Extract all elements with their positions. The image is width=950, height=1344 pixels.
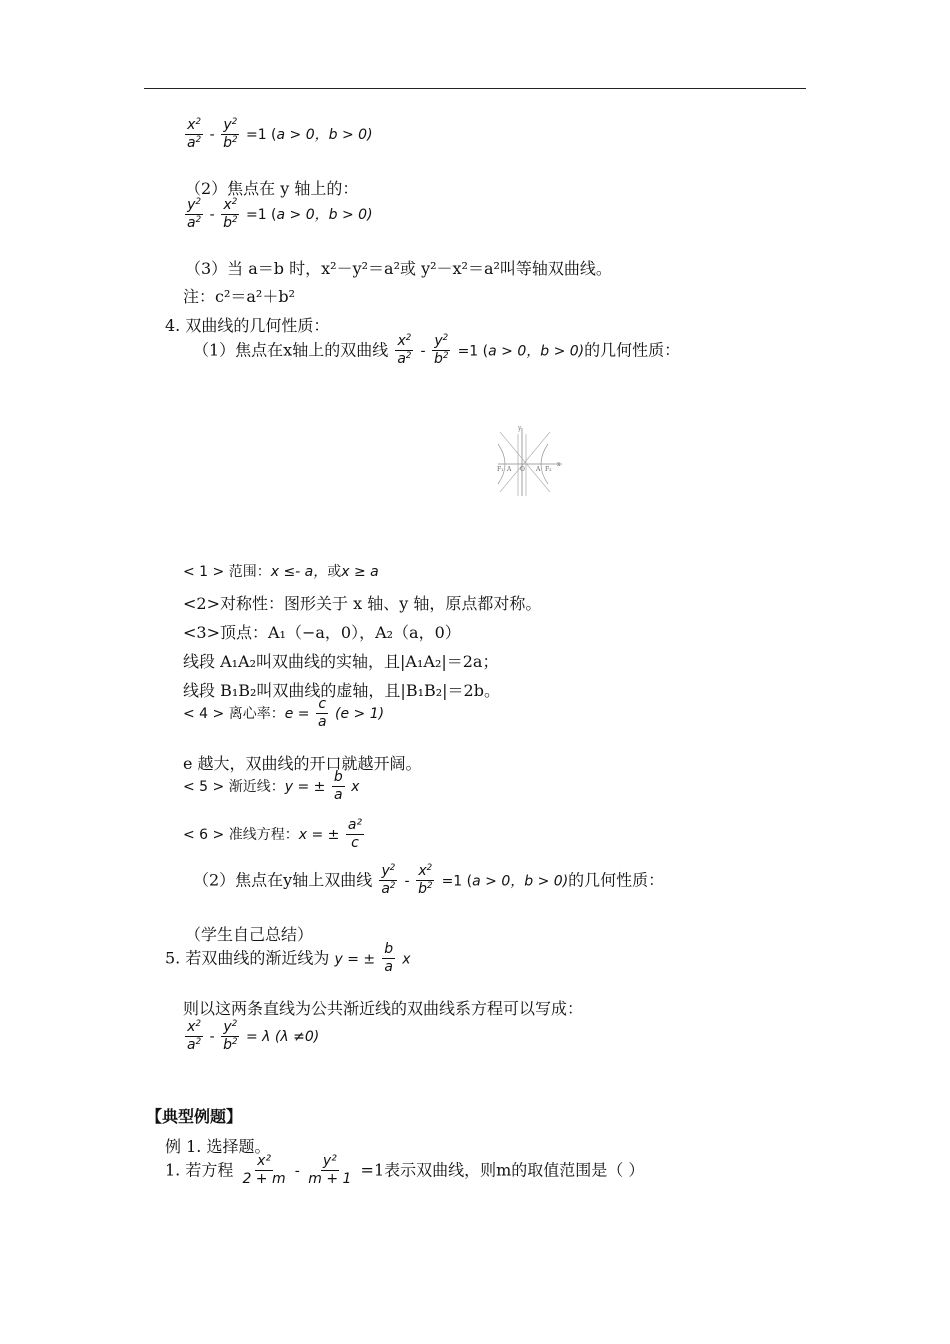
label-a1: A [507,466,512,473]
imaginary-axis-text: 线段 B₁B₂叫双曲线的虚轴，且|B₁B₂|＝2b。 [183,681,500,700]
section-5-text: 则以这两条直线为公共渐近线的双曲线系方程可以写成： [183,999,584,1018]
property-2-heading: （2）焦点在y轴上双曲线 $\frac{y^2}{a^2}$ - $\frac{x^2}{b^2}$ =1 (a > 0，b > 0)的几何性质： [193,863,665,898]
property-directrix: < 6 > 准线方程：x = ± $\frac{\text{a²}}{c}$ [183,817,363,852]
note: 注：c²＝a²＋b² [183,287,295,306]
hyperbola-figure [494,424,566,496]
property-asymptote: < 5 > 渐近线：y = ± $\frac{b}{a}$ x [183,769,360,804]
student-summary-note: （学生自己总结） [185,925,314,944]
family-equation: $\frac{x^2}{a^2}$ - $\frac{y^2}{b^2}$ = λ (λ ≠0) [187,1019,320,1054]
property-1-heading: （1）焦点在x轴上的双曲线 $\frac{x^2}{a^2}$ - $\frac{y^2}{b^2}$ =1 (a > 0，b > 0)的几何性质： [193,333,681,368]
equation-x-focus: $\frac{x^2}{a^2}$ - $\frac{y^2}{b^2}$ =1 (a > 0，b > 0) [187,117,373,152]
section-5: 5. 若双曲线的渐近线为 y = ± $\frac{b}{a}$ x [165,941,411,976]
label-f1: F₁ [497,466,504,473]
equation-y-focus: $\frac{y^2}{a^2}$ - $\frac{x^2}{b^2}$ =1 (a > 0，b > 0) [187,197,373,232]
question-1: 1. 若方程 $\frac{\text{x²}}{2 + m}$ - $\frac{\text{y²}}{m + 1}$ =1表示双曲线，则m的取值范围是（ ） [165,1153,645,1188]
property-range: < 1 > 范围：x ≤- a，或x ≥ a [183,564,379,580]
section-4-title: 4. 双曲线的几何性质： [165,316,330,335]
header-rule [144,88,806,89]
examples-heading: 【典型例题】 [146,1107,243,1126]
example-1-title: 例 1. 选择题。 [165,1137,271,1156]
label-y: y [518,425,522,432]
label-a2: A [536,466,541,473]
property-eccentricity: < 4 > 离心率：e = $\frac{c}{a}$ (e > 1) [183,696,385,731]
real-axis-text: 线段 A₁A₂叫双曲线的实轴，且|A₁A₂|＝2a； [183,652,499,671]
label-f2: F₂ [545,466,552,473]
label-x: x [557,461,561,468]
item-2: （2）焦点在 y 轴上的： [185,179,359,198]
eccentricity-note: e 越大，双曲线的开口就越开阔。 [183,754,422,773]
item-3: （3）当 a＝b 时，x²－y²＝a²或 y²－x²＝a²叫等轴双曲线。 [185,259,612,278]
property-symmetry: <2>对称性：图形关于 x 轴、y 轴，原点都对称。 [183,594,542,613]
property-vertices: <3>顶点：A₁（−a，0），A₂（a，0） [183,623,461,642]
label-o: O [520,466,525,473]
